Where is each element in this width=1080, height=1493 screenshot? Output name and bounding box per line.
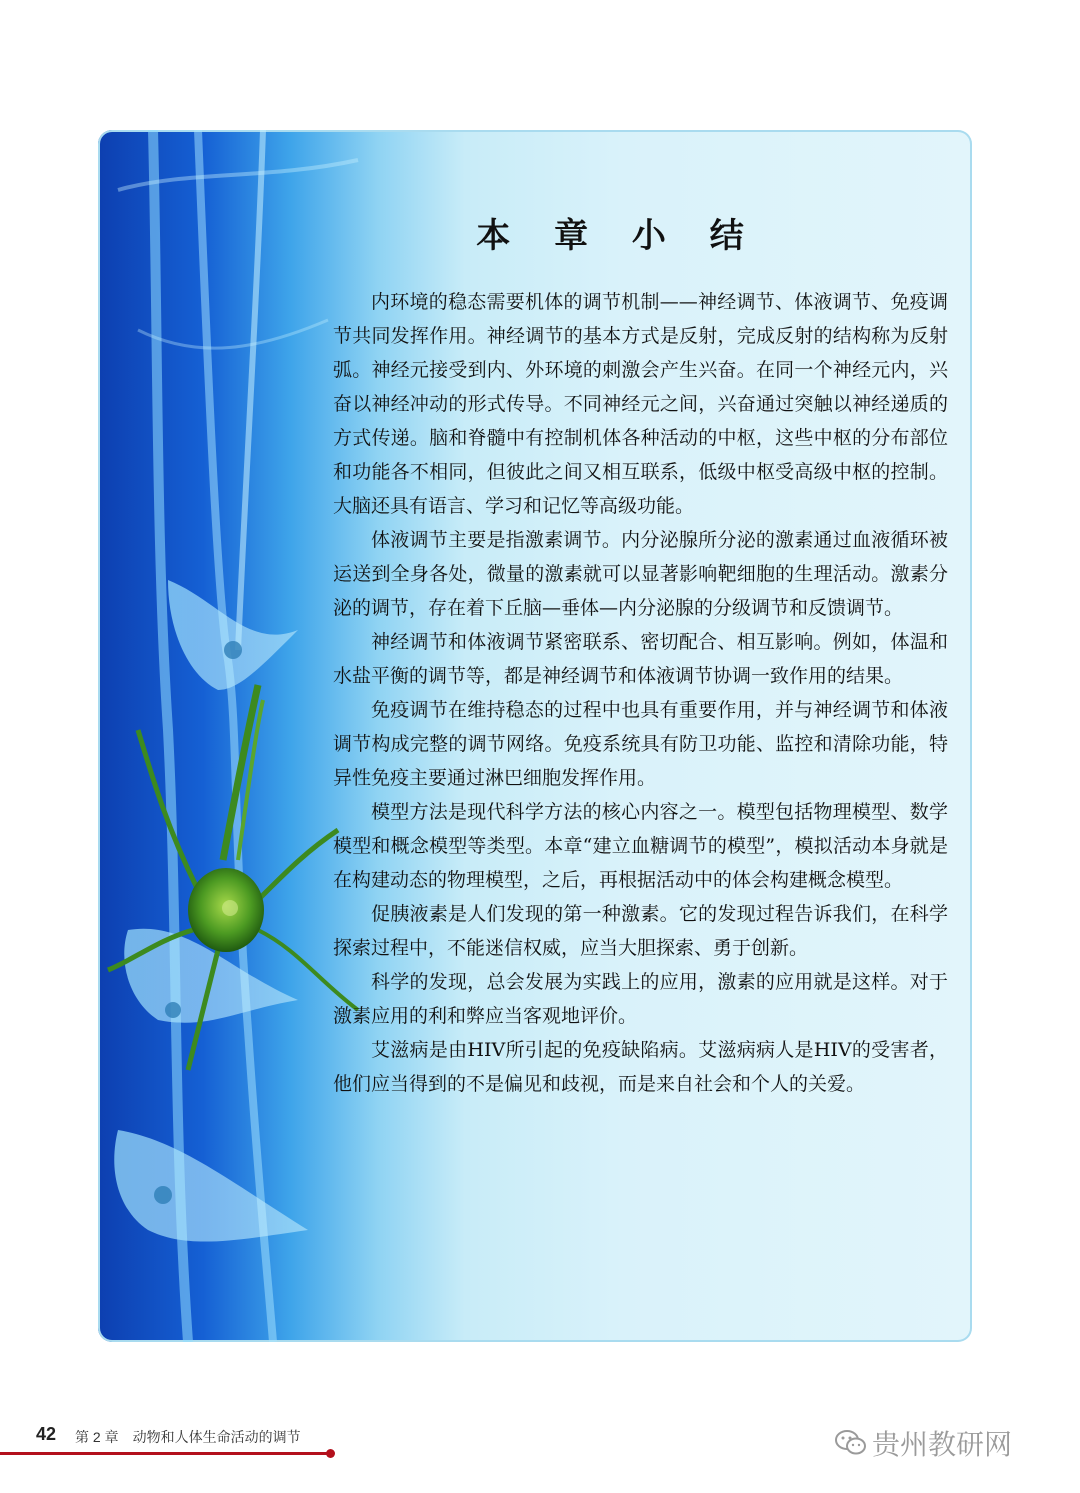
- chapter-summary-title: 本 章 小 结: [476, 216, 760, 256]
- paragraph: 免疫调节在维持稳态的过程中也具有重要作用，并与神经调节和体液调节构成完整的调节网络。免疫系统具有防卫功能、监控和清除功能，特异性免疫主要通过淋巴细胞发挥作用。: [333, 699, 948, 789]
- paragraph: 体液调节主要是指激素调节。内分泌腺所分泌的激素通过血液循环被运送到全身各处，微量的激素就可以显著影响靶细胞的生理活动。激素分泌的调节，存在着下丘脑—垂体—内分泌腺的分级调节和反馈调节。: [333, 529, 948, 619]
- summary-panel: [98, 130, 972, 1342]
- watermark-text: 贵州教研网: [872, 1429, 1013, 1460]
- paragraph: 科学的发现，总会发展为实践上的应用，激素的应用就是这样。对于激素应用的利和弊应当客观地评价。: [333, 971, 948, 1027]
- summary-body: [333, 285, 948, 1101]
- paragraph: 艾滋病是由HIV所引起的免疫缺陷病。艾滋病病人是HIV的受害者，他们应当得到的不是偏见和歧视，而是来自社会和个人的关爱。: [333, 1039, 948, 1095]
- footer-rule: [0, 1452, 330, 1455]
- wechat-icon: [835, 1430, 867, 1456]
- footer-rule-dot: [326, 1449, 335, 1458]
- paragraph: 神经调节和体液调节紧密联系、密切配合、相互影响。例如，体温和水盐平衡的调节等，都是神经调节和体液调节协调一致作用的结果。: [333, 631, 948, 687]
- page-number: 42: [36, 1424, 57, 1444]
- paragraph: 模型方法是现代科学方法的核心内容之一。模型包括物理模型、数学模型和概念模型等类型。本章“建立血糖调节的模型”，模拟活动本身就是在构建动态的物理模型，之后，再根据活动中的体会构建概念模型。: [333, 801, 948, 891]
- chapter-label: 第 2 章 动物和人体生命活动的调节: [75, 1429, 301, 1445]
- paragraph: 促胰液素是人们发现的第一种激素。它的发现过程告诉我们，在科学探索过程中，不能迷信权威，应当大胆探索、勇于创新。: [333, 903, 948, 959]
- paragraph: 内环境的稳态需要机体的调节机制——神经调节、体液调节、免疫调节共同发挥作用。神经调节的基本方式是反射，完成反射的结构称为反射弧。神经元接受到内、外环境的刺激会产生兴奋。在同一个神经元内，兴奋以神经冲动的形式传导。不同神经元之间，兴奋通过突触以神经递质的方式传递。脑和脊髓中有控制机体各种活动的中枢，这些中枢的分布部位和功能各不相同，但彼此之间又相互联系，低级中枢受高级中枢的控制。大脑还具有语言、学习和记忆等高级功能。: [333, 291, 948, 517]
